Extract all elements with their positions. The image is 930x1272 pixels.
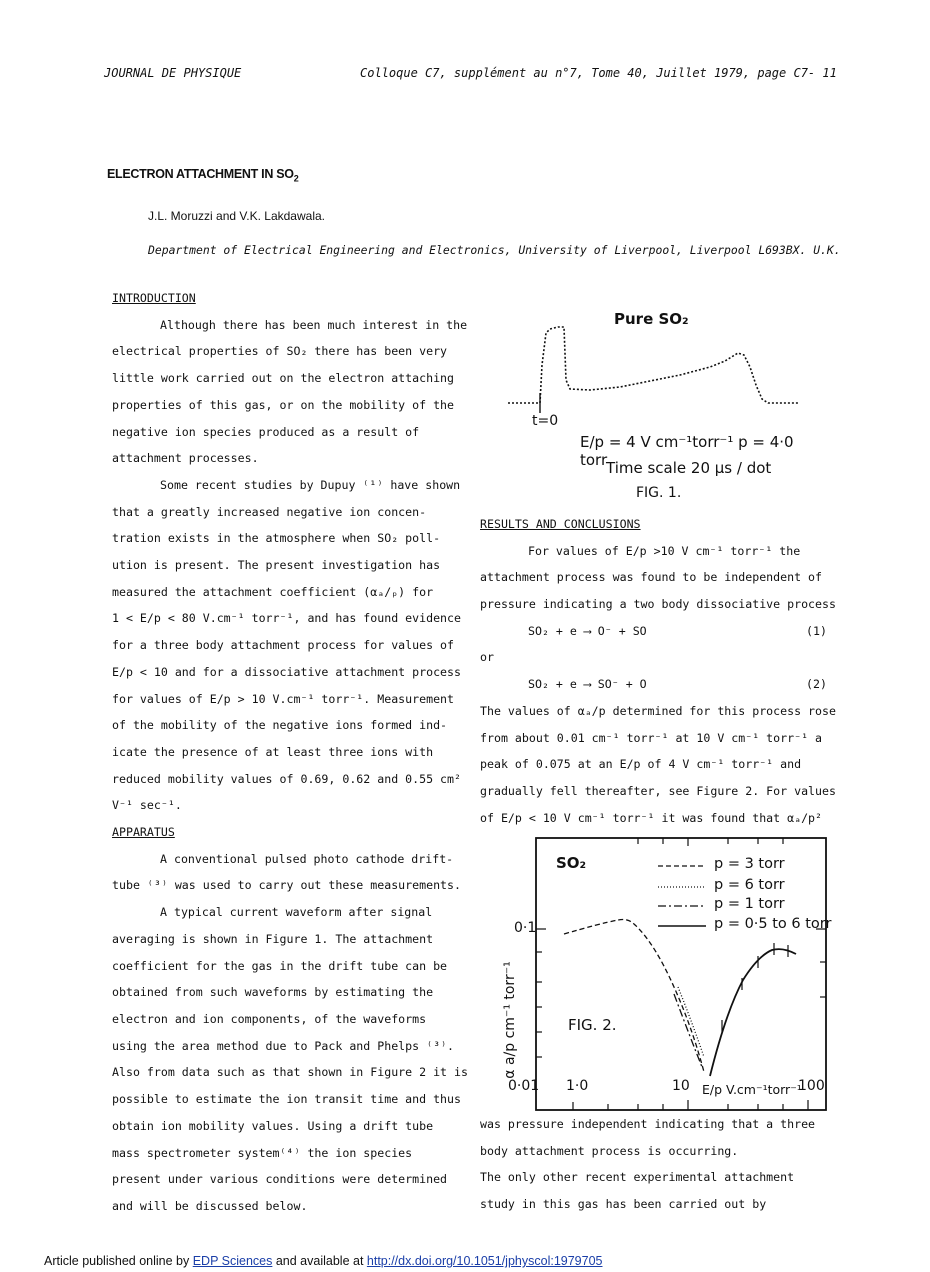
results-block-c [480, 1111, 815, 1218]
intro-line: Some recent studies by Dupuy ⁽¹⁾ have shown [160, 477, 461, 492]
y-tick-0-01: 0·01 [508, 1078, 540, 1094]
results-block-b [480, 698, 836, 832]
curve-6torr [678, 987, 704, 1057]
results-line: from about 0.01 cm⁻¹ torr⁻¹ at 10 V cm⁻¹ torr⁻¹ a [480, 730, 823, 745]
results-line: attachment process was found to be independent of [480, 570, 823, 585]
intro-line: for a three body attachment process for values of [112, 638, 455, 653]
footer-text: and available at [272, 1254, 367, 1268]
authors: J.L. Moruzzi and V.K. Lakdawala. [148, 209, 325, 223]
intro-line: electrical properties of SO₂ there has been very [112, 344, 448, 359]
intro-line: measured the attachment coefficient (αₐ/ₚ) for [112, 584, 434, 599]
fig1-title: Pure SO₂ [614, 310, 689, 328]
fig2-caption: FIG. 2. [568, 1016, 617, 1034]
curve-all [710, 949, 796, 1076]
intro-line: negative ion species produced as a result of [112, 424, 420, 439]
legend-p05-6: p = 0·5 to 6 torr [714, 916, 832, 932]
fig2-xlabel: E/p V.cm⁻¹torr⁻¹ [702, 1082, 802, 1097]
apparatus-line: Also from data such as that shown in Figure 2 it is [112, 1065, 468, 1080]
paper-title [107, 167, 298, 184]
left-column [112, 285, 468, 1220]
fig1-scale: Time scale 20 μs / dot [606, 459, 772, 477]
doi-link[interactable]: http://dx.doi.org/10.1051/jphyscol:1979705 [366, 1254, 603, 1268]
results-block-a [480, 511, 836, 618]
fig1-conditions: E/p = 4 V cm⁻¹torr⁻¹ p = 4·0 torr [580, 433, 794, 469]
x-tick-10: 10 [672, 1078, 690, 1094]
apparatus-line: and will be discussed below. [112, 1198, 308, 1213]
intro-line: tration exists in the atmosphere when SO₂ poll- [112, 531, 441, 546]
intro-line: little work carried out on the electron attaching [112, 371, 455, 386]
curve-3torr [564, 920, 704, 1073]
footer-text: Article published online by [44, 1254, 193, 1268]
x-tick-1: 1·0 [566, 1078, 589, 1094]
results-line: was pressure independent indicating that a three [480, 1117, 816, 1131]
title-text: ELECTRON ATTACHMENT IN SO [107, 167, 294, 181]
intro-line: Although there has been much interest in the [160, 317, 468, 332]
intro-line: ution is present. The present investigation has [112, 558, 441, 573]
equation-2: SO₂ + e ⟶ SO⁻ + O [528, 677, 647, 691]
journal-name: JOURNAL DE PHYSIQUE [104, 66, 242, 80]
edp-link[interactable]: EDP Sciences [192, 1254, 273, 1268]
apparatus-line: coefficient for the gas in the drift tube can be [112, 958, 448, 973]
equation-1-number: (1) [806, 624, 827, 638]
intro-line: of the mobility of the negative ions formed ind- [112, 718, 448, 733]
intro-line: for values of E/p > 10 V.cm⁻¹ torr⁻¹. Measurement [112, 691, 455, 706]
results-line: The values of αₐ/p determined for this process rose [480, 704, 836, 718]
apparatus-line: electron and ion components, of the waveforms [112, 1011, 427, 1026]
legend-p3: p = 3 torr [714, 856, 785, 872]
y-tick-0-1: 0·1 [514, 920, 537, 936]
curve-1torr [674, 994, 702, 1067]
apparatus-line: present under various conditions were determined [112, 1172, 448, 1187]
figure-1 [500, 305, 810, 505]
results-line: pressure indicating a two body dissociative process [480, 597, 836, 612]
results-line: The only other recent experimental attachment [480, 1170, 795, 1185]
intro-line: E/p < 10 and for a dissociative attachment process [112, 664, 462, 679]
title-subscript: 2 [293, 173, 299, 184]
intro-line: icate the presence of at least three ions with [112, 744, 434, 759]
fig2-ylabel: α a/p cm⁻¹ torr⁻¹ [502, 961, 518, 1079]
error-bars [722, 943, 788, 1032]
results-line: gradually fell thereafter, see Figure 2. For values [480, 784, 836, 799]
apparatus-line: A typical current waveform after signal [160, 905, 433, 920]
results-heading: RESULTS AND CONCLUSIONS [480, 517, 641, 531]
figure-2 [478, 832, 838, 1114]
waveform-trace [508, 327, 798, 403]
fig2-so2-label: SO₂ [556, 854, 587, 872]
equation-1: SO₂ + e ⟶ O⁻ + SO [528, 624, 647, 638]
x-tick-100: 100 [798, 1078, 825, 1094]
legend-p6: p = 6 torr [714, 877, 785, 893]
intro-heading: INTRODUCTION [112, 291, 196, 305]
colloque-info: Colloque C7, supplément au n°7, Tome 40, Juillet 1979, page C7- 11 [360, 66, 837, 80]
apparatus-line: obtained from such waveforms by estimating the [112, 985, 434, 1000]
affiliation: Department of Electrical Engineering and Electronics, University of Liverpool, Liverpool L693BX. U.K. [148, 243, 841, 257]
apparatus-line: averaging is shown in Figure 1. The attachment [112, 931, 434, 946]
intro-line: reduced mobility values of 0.69, 0.62 and 0.55 cm² [112, 771, 462, 786]
apparatus-heading: APPARATUS [112, 825, 175, 840]
fig1-t0-label: t=0 [532, 413, 559, 429]
legend-p1: p = 1 torr [714, 896, 785, 912]
fig2-plot [478, 832, 838, 1114]
fig1-caption: FIG. 1. [636, 485, 682, 501]
intro-line: properties of this gas, or on the mobility of the [112, 397, 455, 412]
results-line: study in this gas has been carried out by [480, 1197, 767, 1212]
intro-line: that a greatly increased negative ion concen- [112, 504, 427, 519]
results-line: body attachment process is occurring. [480, 1143, 739, 1158]
apparatus-line: A conventional pulsed photo cathode drift- [160, 851, 454, 866]
footer [44, 1254, 602, 1268]
apparatus-line: possible to estimate the ion transit time and thus [112, 1092, 462, 1107]
results-line: For values of E/p >10 V cm⁻¹ torr⁻¹ the [528, 543, 801, 558]
equation-2-number: (2) [806, 677, 827, 691]
results-line: of E/p < 10 V cm⁻¹ torr⁻¹ it was found that αₐ/p² [480, 810, 823, 825]
apparatus-line: tube ⁽³⁾ was used to carry out these measurements. [112, 878, 462, 893]
intro-line: 1 < E/p < 80 V.cm⁻¹ torr⁻¹, and has found evidence [112, 611, 462, 626]
results-line: peak of 0.075 at an E/p of 4 V cm⁻¹ torr⁻¹ and [480, 757, 802, 772]
apparatus-line: obtain ion mobility values. Using a drift tube [112, 1118, 434, 1133]
intro-line: attachment processes. [112, 451, 259, 466]
or-text: or [480, 650, 494, 664]
intro-line: V⁻¹ sec⁻¹. [112, 798, 182, 813]
apparatus-line: mass spectrometer system⁽⁴⁾ the ion species [112, 1145, 413, 1160]
apparatus-line: using the area method due to Pack and Phelps ⁽³⁾. [112, 1038, 455, 1053]
